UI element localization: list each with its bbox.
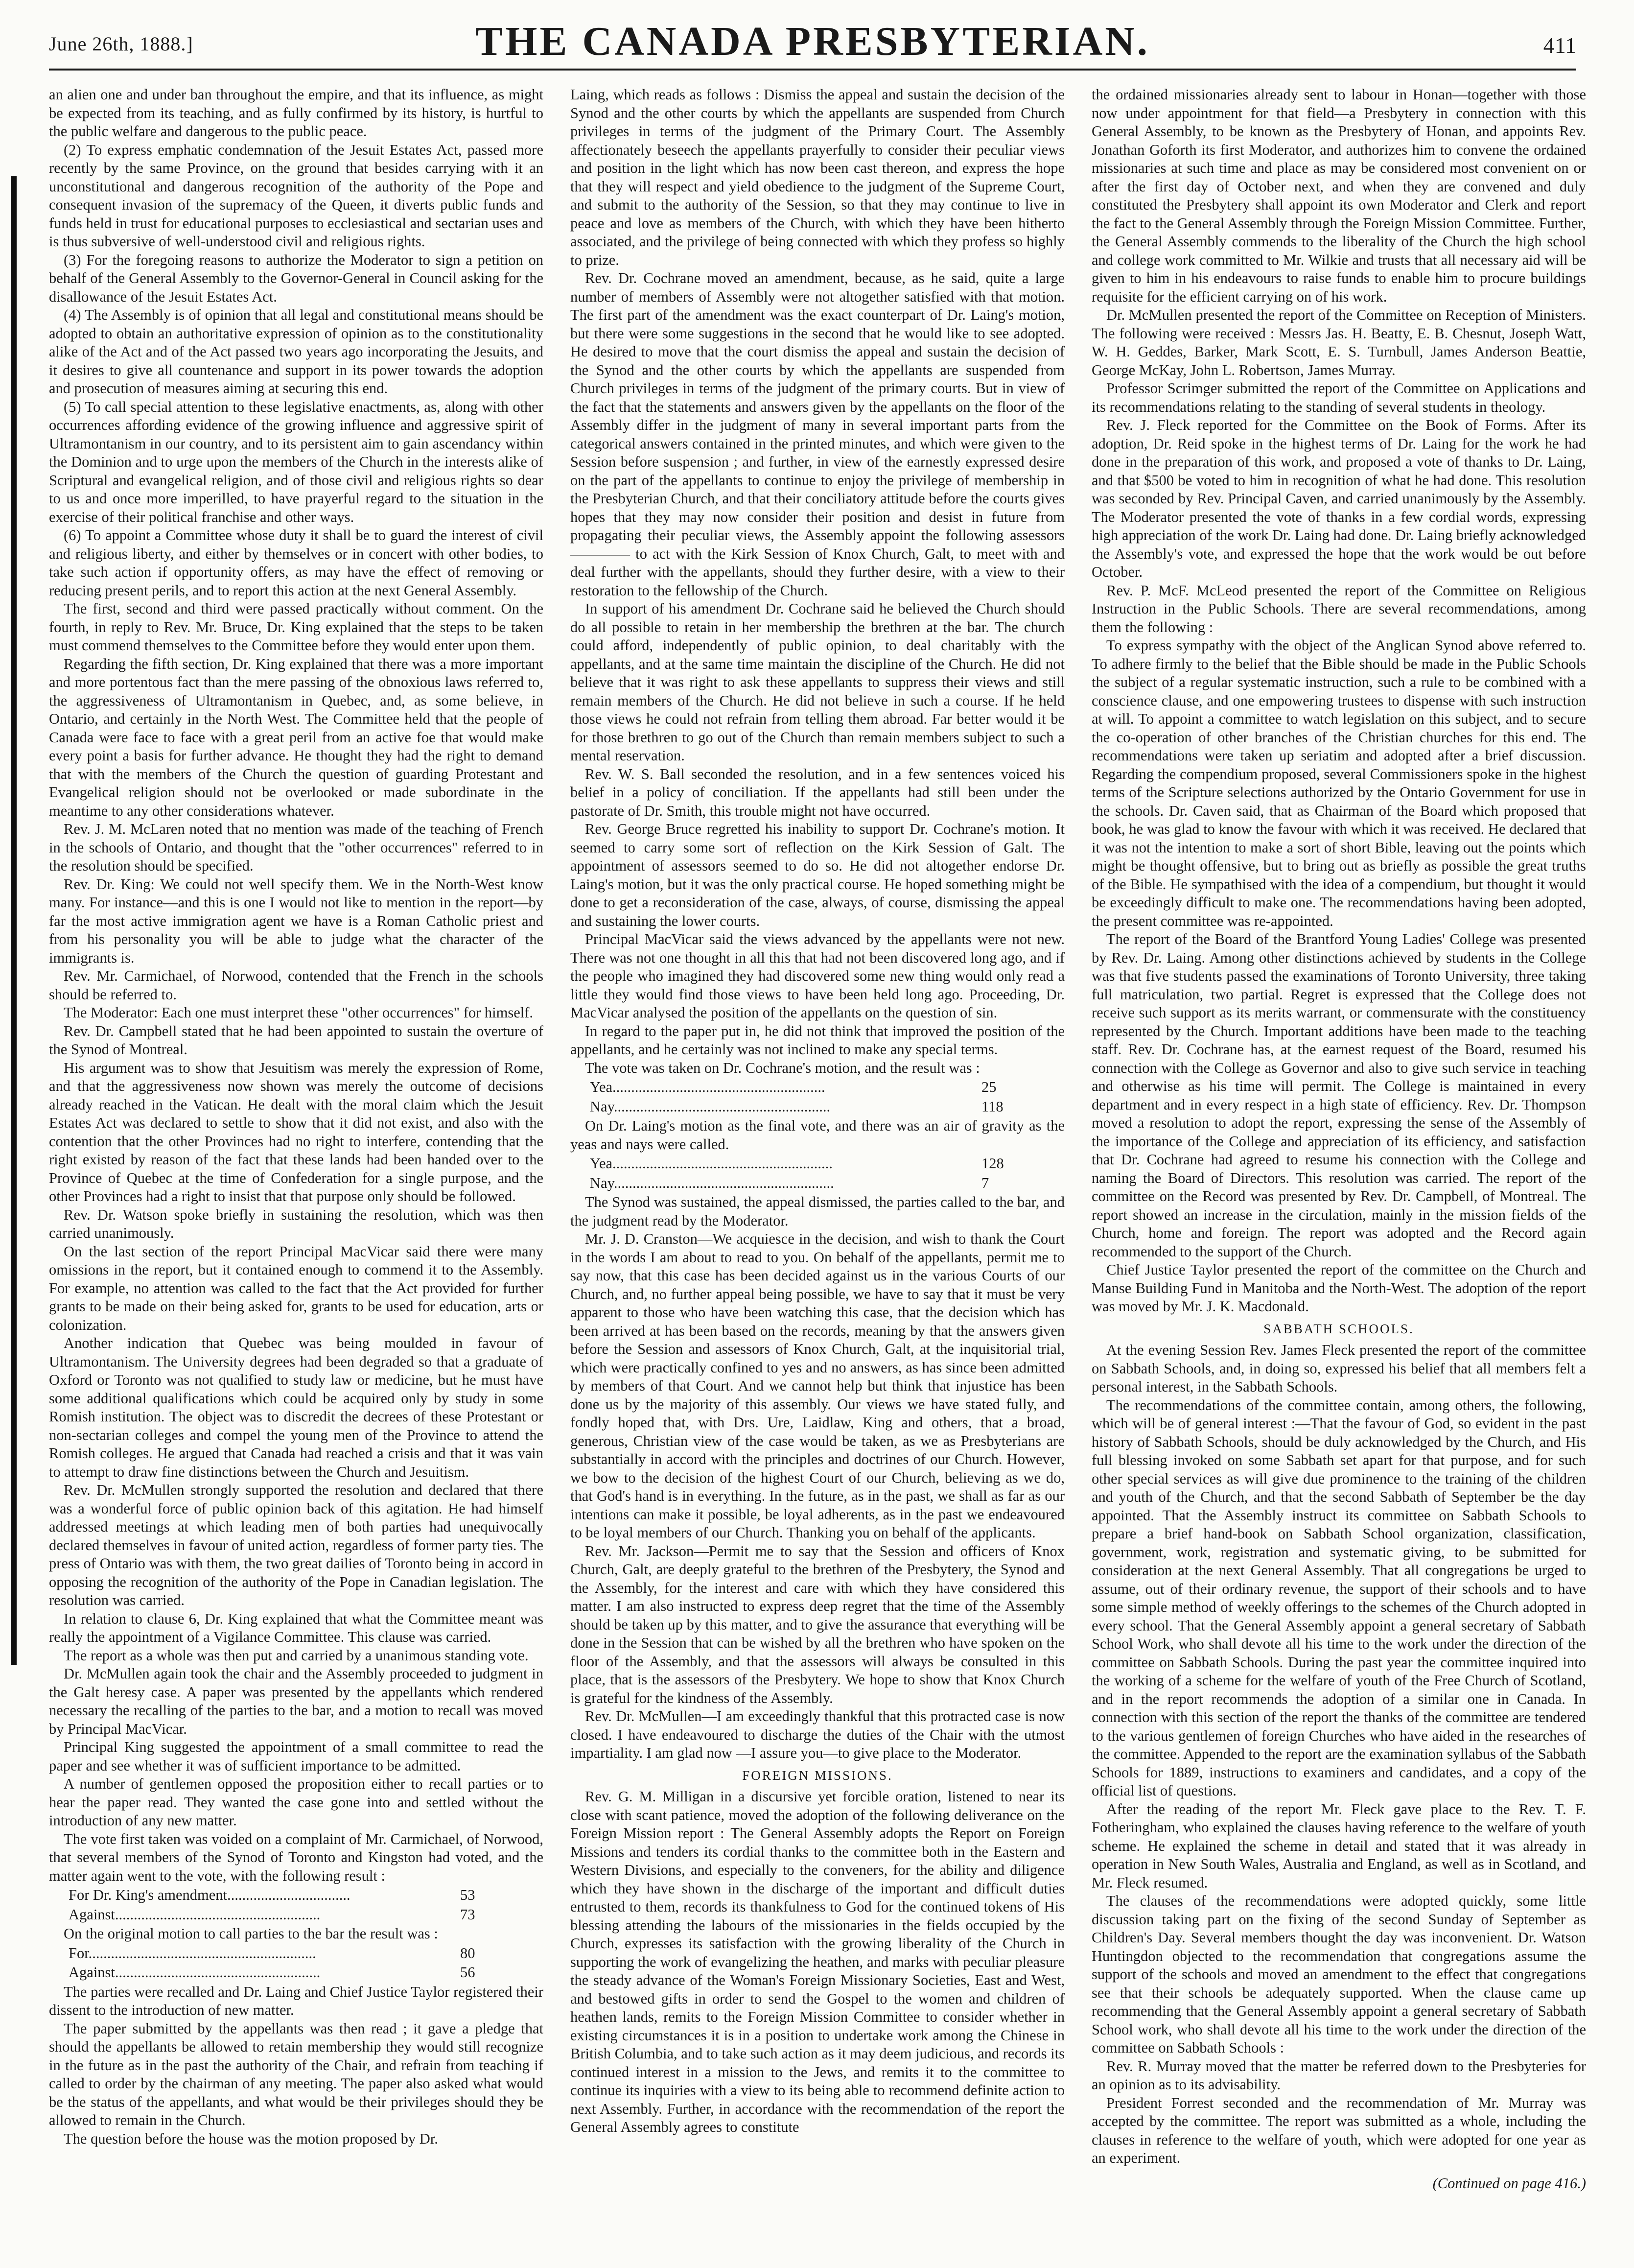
- vote-row: [590, 1155, 1065, 1173]
- paragraph: Mr. J. D. Cranston—We acquiesce in the decision, and wish to thank the Court in the words I am about to read to you. On behalf of the appellants, permit me to say now, that this case has been decided against us in the various Courts of our Church, and, no further appeal being possible, we have to say that it must be very apparent to those who have been watching this case, that the decision which has been arrived at has been based on the records, meaning by that the answers given before the Session and assessors of Knox Church, Galt, at the inquisitorial trial, which were practically confined to yes and no answers, as has since been admitted by members of that Court. And we cannot help but think that injustice has been done us by the majority of this assembly. Our views we have stated fully, and fondly hoped that, with Drs. Ure, Laidlaw, King and others, that a broad, generous, Christian view of the case would be taken, as we as Presbyterians are substantially in accord with the principles and doctrines of our Church. However, we bow to the decision of the highest Court of our Church, believing as we do, that God's hand is in everything. In the future, as in the past, we shall as far as our intentions can make it possible, be loyal adherents, as in the past we endeavoured to be loyal members of our Church. Thanking you on behalf of the applicants.: [570, 1230, 1065, 1541]
- vote-count: 53: [460, 1887, 475, 1903]
- paragraph: Laing, which reads as follows : Dismiss the appeal and sustain the decision of the Synod and the other courts by which the appellants are suspended from Church privileges in terms of the judgment of the Primary Court. The Assembly affectionately beseech the appellants prayerfully to consider their peculiar views and position in the light which has now been cast thereon, and express the hope that they will respect and yield obedience to the judgment of the Supreme Court, and submit to the authority of the Session, so that they may continue to live in peace and love as members of the Church, with which they have been hitherto associated, and the privilege of being connected with which they profess so highly to prize.: [570, 86, 1065, 268]
- paragraph: Rev. Dr. Watson spoke briefly in sustaining the resolution, which was then carried unanimously.: [49, 1206, 543, 1241]
- paragraph: The clauses of the recommendations were adopted quickly, some little discussion taking part on the fixing of the second Sunday of September as Children's Day. Several members thought the day was inconvenient. Dr. Watson Huntingdon objected to the recommendation that congregations assume the support of the schools and moved an amendment to the effect that congregations see that their schools be adequately supported. When the clause came up recommending that the General Assembly appoint a general secretary of Sabbath School work, who shall devote all his time to the work under the direction of the committee on Sabbath Schools :: [1092, 1892, 1586, 2056]
- page-number: 411: [1543, 33, 1576, 58]
- paragraph: Rev. R. Murray moved that the matter be referred down to the Presbyteries for an opinion as to its advisability.: [1092, 2057, 1586, 2093]
- paragraph: (6) To appoint a Committee whose duty it shall be to guard the interest of civil and religious liberty, and either by themselves or in concert with other bodies, to take such action if opportunity offers, as may have the effect of removing or reducing present perils, and to report this action at the next General Assembly.: [49, 527, 543, 599]
- paragraph: In support of his amendment Dr. Cochrane said he believed the Church should do all possible to retain in her membership the brethren at the bar. The church could afford, independently of public opinion, to deal charitably with the appellants, and at the same time maintain the discipline of the Church. He did not believe that it was right to ask these appellants to suppress their views and still remain members of the Church. He did not believe in such a course. If he held those views he could not refrain from telling them abroad. Far better would it be for those brethren to go out of the Church than remain members subject to such a mental reservation.: [570, 600, 1065, 764]
- vote-label: For.............................................................: [69, 1944, 316, 1961]
- vote-label: Yea...........................................................: [590, 1155, 833, 1172]
- paragraph: On the last section of the report Principal MacVicar said there were many omissions in the report, but it contained enough to commend it to the Assembly. For example, no attention was called to the fact that the Act provided for further grants to be made on their being asked for, grants to be used for education, arts or colonization.: [49, 1243, 543, 1333]
- column-3: [1092, 86, 1586, 2250]
- section-heading-sabbath-schools: SABBATH SCHOOLS.: [1263, 1321, 1414, 1336]
- masthead-title: THE CANADA PRESBYTERIAN.: [475, 19, 1150, 64]
- vote-row: [69, 1886, 543, 1905]
- paragraph: President Forrest seconded and the recommendation of Mr. Murray was accepted by the committee. The report was submitted as a whole, including the clauses in reference to the welfare of youth, which were adopted for one year as an experiment.: [1092, 2094, 1586, 2166]
- vote-count: 73: [460, 1906, 475, 1923]
- paragraph: Principal King suggested the appointment of a small committee to read the paper and see whether it was of sufficient importance to be admitted.: [49, 1739, 543, 1774]
- paragraph: an alien one and under ban throughout the empire, and that its influence, as might be expected from its teaching, and as fully confirmed by its history, is hurtful to the public welfare and dangerous to the public peace.: [49, 86, 543, 140]
- vote-row: [590, 1078, 1065, 1097]
- paragraph: Rev. Dr. McMullen—I am exceedingly thankful that this protracted case is now closed. I have endeavoured to discharge the duties of the Chair with the utmost impartiality. I am glad now —I assure you—to give place to the Moderator.: [570, 1708, 1065, 1761]
- paragraph: The report as a whole was then put and carried by a unanimous standing vote.: [64, 1647, 529, 1664]
- vote-count: 118: [981, 1098, 1004, 1115]
- paragraph: After the reading of the report Mr. Fleck gave place to the Rev. T. F. Fotheringham, who explained the clauses having reference to the welfare of youth scheme. He explained the scheme in detail and stated that it was already in operation in New South Wales, Australia and England, as well as in Scotland, and Mr. Fleck resumed.: [1092, 1800, 1586, 1891]
- paragraph: His argument was to show that Jesuitism was merely the expression of Rome, and that the aggressiveness now shown was merely the outcome of decisions already reached in the Vatican. He dealt with the moral claim which the Jesuit Estates Act was declared to settle to show that it did not exist, and also with the contention that the other Provinces had no right to interfere, contending that the right existed by reason of the fact that these lands had been handed over to the Province of Quebec at the time of Confederation for a single purpose, and the other Provinces had a right to insist that that purpose only should be followed.: [49, 1059, 543, 1205]
- paragraph: Rev. George Bruce regretted his inability to support Dr. Cochrane's motion. It seemed to carry some sort of reflection on the Kirk Session of Galt. The appointment of assessors seemed to do so. He did not altogether endorse Dr. Laing's motion, but it was the only practical course. He hoped something might be done to get a reconsideration of the case, always, of course, dismissing the appeal and sustaining the lower courts.: [570, 821, 1065, 929]
- vote-row: [69, 1963, 543, 1982]
- paragraph: The parties were recalled and Dr. Laing and Chief Justice Taylor registered their dissent to the introduction of new matter.: [49, 1983, 543, 2018]
- paragraph: The recommendations of the committee contain, among others, the following, which will be of general interest :—That the favour of God, so evident in the past history of Sabbath Schools, should be duly acknowledged by the Church, and His full blessing invoked on some Sabbath set apart for that purpose, and for such other special services as will give due prominence to the training of the children and youth of the Church, and that the second Sabbath of September be the day appointed. That the Assembly instruct its committee on Sabbath Schools to prepare a brief hand-book on Sabbath School organization, classification, government, work, registration and systematic giving, to be submitted for consideration at the next General Assembly. That all congregations be urged to assume, out of their ordinary revenue, the support of their schools and to have some simple method of weekly offerings to the schemes of the Church adopted in every school. That the General Assembly appoint a general secretary of Sabbath School Work, who shall devote all his time to the work under the direction of the committee on Sabbath Schools. During the past year the committee inquired into the working of a scheme for the welfare of youth of the Free Church of Scotland, and in the report recommends the adoption of a similar one in Canada. In connection with this section of the report the thanks of the committee are tendered to the various gentlemen of foreign Churches who have aided in the researches of the committee. Appended to the report are the examination syllabus of the Sabbath Schools for 1889, instructions to examiners and candidates, and a copy of the official list of questions.: [1092, 1396, 1586, 1799]
- paragraph: A number of gentlemen opposed the proposition either to recall parties or to hear the paper read. They wanted the case gone into and settled without the introduction of any new matter.: [49, 1775, 543, 1829]
- paragraph: Chief Justice Taylor presented the report of the committee on the Church and Manse Building Fund in Manitoba and the North-West. The adoption of the report was moved by Mr. J. K. Macdonald.: [1092, 1261, 1586, 1315]
- paragraph: At the evening Session Rev. James Fleck presented the report of the committee on Sabbath Schools, and, in doing so, expressed his belief that all members felt a personal interest, in the Sabbath Schools.: [1092, 1342, 1586, 1395]
- paragraph: Rev. Dr. Campbell stated that he had been appointed to sustain the overture of the Synod of Montreal.: [49, 1022, 543, 1058]
- vote-row: [590, 1098, 1065, 1116]
- vote-count: 128: [981, 1155, 1004, 1172]
- paragraph: (3) For the foregoing reasons to authorize the Moderator to sign a petition on behalf of the General Assembly to the Governor-General in Council asking for the disallowance of the Jesuit Estates Act.: [49, 251, 543, 305]
- paragraph: (4) The Assembly is of opinion that all legal and constitutional means should be adopted to obtain an authoritative expression of opinion as to the constitutionality alike of the Act and of the Act passed two years ago incorporating the Jesuits, and it desires to give all countenance and support in its power towards the adoption and prosecution of measures aiming at securing this end.: [49, 307, 543, 397]
- paragraph: The vote was taken on Dr. Cochrane's motion, and the result was :: [585, 1059, 980, 1076]
- paragraph: The Moderator: Each one must interpret these "other occurrences" for himself.: [64, 1004, 534, 1021]
- column-1: [49, 86, 543, 2250]
- page-header: [49, 15, 1576, 71]
- vote-label: Yea.........................................................: [590, 1079, 825, 1095]
- vote-count: 56: [460, 1964, 475, 1981]
- vote-label: Against.......................................................: [69, 1964, 321, 1981]
- vote-row: [69, 1906, 543, 1924]
- paragraph: Another indication that Quebec was being moulded in favour of Ultramontanism. The University degrees had been degraded so that a graduate of Oxford or Toronto was not qualified to study law or medicine, but he must have some additional qualifications which could be acquired only by study in some Romish institution. The object was to discredit the decrees of these Protestant or non-sectarian colleges and compel the young men of the Province to attend the Romish colleges. He argued that Canada had reached a crisis and that it was vain to attempt to draw fine distinctions between the Church and Jesuitism.: [49, 1335, 543, 1480]
- paragraph: Rev. Dr. McMullen strongly supported the resolution and declared that there was a wonderful force of public opinion back of this agitation. He had himself addressed meetings at which leading men of both parties had unequivocally declared themselves in favour of united action, regardless of former party ties. The press of Ontario was with them, the two great dailies of Toronto being in accord in opposing the recognition of the authority of the Pope in Canadian legislation. The resolution was carried.: [49, 1482, 543, 1608]
- paragraph: (5) To call special attention to these legislative enactments, as, along with other occurrences affording evidence of the growing influence and aggressive spirit of Ultramontanism in our country, and to its persistent aim to gain ascendancy within the Dominion and to urge upon the members of the Church in the interests alike of Scriptural and evangelical religion, and of those civil and religious rights so dear to us and once more imperilled, to have prayerful regard to the situation in the exercise of their political franchise and other ways.: [49, 398, 543, 525]
- paragraph: Rev. P. McF. McLeod presented the report of the Committee on Religious Instruction in the Public Schools. There are several recommendations, among them the following :: [1092, 582, 1586, 636]
- paragraph: To express sympathy with the object of the Anglican Synod above referred to. To adhere firmly to the belief that the Bible should be made in the Public Schools the subject of a regular systematic instruction, such a rule to be combined with a conscience clause, and one empowering trustees to dispense with such instruction at will. To appoint a committee to watch legislation on this subject, and to secure the co-operation of other branches of the Christian churches for this end. The recommendations were taken up seriatim and adopted after a brief discussion. Regarding the compendium proposed, several Commissioners spoke in the highest terms of the Scripture selections authorized by the Ontario Government for use in the schools. Dr. Caven said, that as Chairman of the Board which proposed that book, he was glad to know the favour with which it was received. He declared that it was not the intention to make a sort of short Bible, leaving out the points which might be thought offensive, but to bring out as briefly as possible the great truths of the Bible. He sympathised with the idea of a compendium, but thought it would be exceedingly difficult to make one. The recommendations having been adopted, the present committee was re-appointed.: [1092, 637, 1586, 929]
- paragraph: On Dr. Laing's motion as the final vote, and there was an air of gravity as the yeas and nays were called.: [570, 1117, 1065, 1153]
- paragraph: Rev. Dr. King: We could not well specify them. We in the North-West know many. For instance—and this is one I would not like to mention in the report—by far the most active immigration agent we have is a Roman Catholic priest and from his personality you will be able to judge what the character of the immigrants is.: [49, 875, 543, 966]
- paragraph: Rev. J. M. McLaren noted that no mention was made of the teaching of French in the schools of Ontario, and thought that the "other occurrences" referred to in the resolution should be specified.: [49, 821, 543, 874]
- issue-date: June 26th, 1888.]: [49, 33, 193, 55]
- paragraph: Rev. Mr. Carmichael, of Norwood, contended that the French in the schools should be referred to.: [49, 968, 543, 1003]
- paragraph: Rev. W. S. Ball seconded the resolution, and in a few sentences voiced his belief in a policy of conciliation. If the appellants had still been under the pastorate of Dr. Smith, this trouble might not have occurred.: [570, 765, 1065, 819]
- vote-label: Nay..........................................................: [590, 1098, 831, 1115]
- vote-count: 7: [981, 1174, 989, 1191]
- paragraph: Rev. Mr. Jackson—Permit me to say that the Session and officers of Knox Church, Galt, are deeply grateful to the brethren of the Presbytery, the Synod and the Assembly, for the interest and care with which they have considered this matter. I am also instructed to express deep regret that the time of the Assembly should be taken up by this matter, and to give the assurance that everything will be done in the Session that can be wished by all the brethren who have spoken on the floor of the Assembly, and that the assessors will always be consulted in this place, that is the assessors of the Presbytery. We hope to show that Knox Church is grateful for the kindness of the Assembly.: [570, 1542, 1065, 1706]
- paragraph: the ordained missionaries already sent to labour in Honan—together with those now under appointment for that field—a Presbytery in connection with this General Assembly, to be known as the Presbytery of Honan, and appoints Rev. Jonathan Goforth its first Moderator, and authorizes him to convene the ordained missionaries at such time and place as may be considered most convenient on or after the first day of October next, and when they are convened and duly constituted the Presbytery shall appoint its own Moderator and Clerk and report the fact to the General Assembly through the Foreign Mission Committee. Further, the General Assembly commends to the liberality of the Church the high school and college work committed to Mr. Wilkie and trusts that all necessary aid will be given to him in his endeavours to raise funds to enable him to procure buildings requisite for the efficient carrying on of his work.: [1092, 86, 1586, 305]
- vote-label: Nay...........................................................: [590, 1174, 834, 1191]
- paragraph: Regarding the fifth section, Dr. King explained that there was a more important and more portentous fact than the mere passing of the obnoxious laws referred to, the aggressiveness of Ultramontanism in Quebec, and, as some believe, in Ontario, and certainly in the North West. The Committee held that the people of Canada were face to face with a great peril from an active foe that would make every point a basis for further advance. He thought they had the right to demand that with the members of the Church the question of guarding Protestant and Evangelical religion should not be overlooked or made subordinate in the meantime to any other considerations whatever.: [49, 655, 543, 819]
- column-2: [570, 86, 1065, 2250]
- section-heading-foreign-missions: FOREIGN MISSIONS.: [742, 1768, 893, 1783]
- paragraph: Professor Scrimger submitted the report of the Committee on Applications and its recommendations relating to the standing of several students in theology.: [1092, 380, 1586, 415]
- paragraph: The first, second and third were passed practically without comment. On the fourth, in reply to Rev. Mr. Bruce, Dr. King explained that the steps to be taken must commend themselves to the Committee before they would enter upon them.: [49, 600, 543, 654]
- vote-label: Against.......................................................: [69, 1906, 321, 1923]
- paragraph: The question before the house was the motion proposed by Dr.: [64, 2130, 438, 2147]
- paragraph: Dr. McMullen presented the report of the Committee on Reception of Ministers. The following were received : Messrs Jas. H. Beatty, E. B. Chesnut, Joseph Watt, W. H. Geddes, Barker, Mark Scott, E. S. Turnbull, James Anderson Beattie, George McKay, John L. Robertson, James Murray.: [1092, 307, 1586, 378]
- vote-label: For Dr. King's amendment.................................: [69, 1887, 350, 1903]
- paragraph: Dr. McMullen again took the chair and the Assembly proceeded to judgment in the Galt heresy case. A paper was presented by the appellants which rendered necessary the recalling of the parties to the bar, and a motion to recall was moved by Principal MacVicar.: [49, 1665, 543, 1737]
- paragraph: The vote first taken was voided on a complaint of Mr. Carmichael, of Norwood, that several members of the Synod of Toronto and Kingston had voted, and the matter again went to the vote, with the following result :: [49, 1830, 543, 1884]
- paragraph: On the original motion to call parties to the bar the result was :: [64, 1925, 438, 1942]
- paragraph: (2) To express emphatic condemnation of the Jesuit Estates Act, passed more recently by the same Province, on the ground that besides carrying with it an unconstitutional and dangerous recognition of the authority of the Pope and consequent invasion of the supremacy of the Queen, it diverts public funds and funds held in trust for educational purposes to ecclesiastical and sectarian uses and is thus subversive of well-understood civil and religious rights.: [49, 141, 543, 250]
- vote-row: [590, 1174, 1065, 1193]
- vote-count: 25: [981, 1079, 997, 1095]
- continued-note: (Continued on page 416.): [1432, 2174, 1586, 2192]
- vote-row: [69, 1944, 543, 1963]
- paragraph: The report of the Board of the Brantford Young Ladies' College was presented by Rev. Dr. Laing. Among other distinctions achieved by students in the College was that five students passed the examinations of Toronto University, three taking full matriculation, two partial. Regret is expressed that the College does not receive such support as its merits warrant, or commensurate with the constituency represented by the Church. Important additions have been made to the teaching staff. Rev. Dr. Cochrane has, at the earnest request of the Board, resumed his connection with the College as Governor and also to give such service in teaching and otherwise as his time will permit. The College is maintained in every department and in every respect in a high state of efficiency. Rev. Dr. Thompson moved a resolution to adopt the report, expressing the sense of the Assembly of the importance of the College and appreciation of its efficiency, and satisfaction that Dr. Cochrane had agreed to resume his connection with the College and naming the Board of Directors. This resolution was carried. The report of the committee on the Record was presented by Rev. Dr. Campbell, of Montreal. The report showed an increase in the circulation, mainly in the mission fields of the Church, home and foreign. The report was adopted and the Record again recommended to the support of the Church.: [1092, 931, 1586, 1260]
- paragraph: Rev. G. M. Milligan in a discursive yet forcible oration, listened to near its close with scant patience, moved the adoption of the following deliverance on the Foreign Mission report : The General Assembly adopts the Report on Foreign Missions and tenders its cordial thanks to the committee both in the Eastern and Western Divisions, and especially to the conveners, for the ability and diligence which they have shown in the discharge of the important and difficult duties entrusted to them, records its thankfulness to God for the continued tokens of His blessing attending the labours of the missionaries in the fields occupied by the Church, expresses its satisfaction with the growing liberality of the Church in supporting the work of evangelizing the heathen, and marks with peculiar pleasure the steady advance of the Woman's Foreign Missionary Societies, East and West, and bestowed gifts in order to send the Gospel to the women and children of heathen lands, remits to the Foreign Mission Committee to consider whether in existing circumstances it is in a position to undertake work among the Chinese in British Columbia, and to take such action as it may deem judicious, and records its continued interest in a mission to the Jews, and remits it to the committee to continue its inquiries with a view to its being able to recommend definite action to next Assembly. Further, in accordance with the recommendation of the report the General Assembly agrees to constitute: [570, 1788, 1065, 2135]
- paragraph: The Synod was sustained, the appeal dismissed, the parties called to the bar, and the judgment read by the Moderator.: [570, 1194, 1065, 1229]
- paragraph: In relation to clause 6, Dr. King explained that what the Committee meant was really the appointment of a Vigilance Committee. This clause was carried.: [49, 1610, 543, 1645]
- paragraph: Principal MacVicar said the views advanced by the appellants were not new. There was not one thought in all this that had not been discovered long ago, and if the people who imagined they had discovered some new thing would only read a little they would find those views to have been held long ago. Proceeding, Dr. MacVicar analysed the position of the appellants on the question of sin.: [570, 931, 1065, 1021]
- paragraph: The paper submitted by the appellants was then read ; it gave a pledge that should the appellants be allowed to retain membership they would still recognize in the future as in the past the authority of the Chair, and refrain from teaching if called to order by the chairman of any meeting. The paper also asked what would be the status of the appellants, and what would be their privileges should they be allowed to remain in the Church.: [49, 2020, 543, 2128]
- margin-rule: [11, 176, 17, 1665]
- vote-count: 80: [460, 1944, 475, 1961]
- paragraph: Rev. Dr. Cochrane moved an amendment, because, as he said, quite a large number of members of Assembly were not altogether satisfied with that motion. The first part of the amendment was the exact counterpart of Dr. Laing's motion, but there were some suggestions in the second that he would like to see adopted. He desired to move that the court dismiss the appeal and sustain the decision of the Synod and the other courts by which the appellants are suspended from Church privileges in terms of the judgment of the primary courts. But in view of the fact that the statements and answers given by the appellants on the floor of the Assembly differ in the judgment of many in several important parts from the categorical answers contained in the printed minutes, and which were given to the Session before suspension ; and further, in view of the earnestly expressed desire on the part of the appellants to continue to enjoy the privilege of membership in the Presbyterian Church, and that their conciliatory attitude before the courts gives hopes that they may now consider their position and desist in future from propagating their peculiar views, the Assembly appoint the following assessors———— to act with the Kirk Session of Knox Church, Galt, to meet with and deal further with the appellants, should they further desire, with a view to their restoration to the fellowship of the Church.: [570, 270, 1065, 599]
- paragraph: Rev. J. Fleck reported for the Committee on the Book of Forms. After its adoption, Dr. Reid spoke in the highest terms of Dr. Laing for the work he had done in the preparation of this work, and proposed a vote of thanks to Dr. Laing, and that $500 be voted to him in recognition of what he had done. This resolution was seconded by Rev. Principal Caven, and carried unanimously by the Assembly. The Moderator presented the vote of thanks in a few cordial words, expressing high appreciation of the work Dr. Laing had done. Dr. Laing briefly acknowledged the Assembly's vote, and expressed the hope that the work would be out before October.: [1092, 417, 1586, 580]
- paragraph: In regard to the paper put in, he did not think that improved the position of the appellants, and he certainly was not inclined to make any special terms.: [570, 1022, 1065, 1058]
